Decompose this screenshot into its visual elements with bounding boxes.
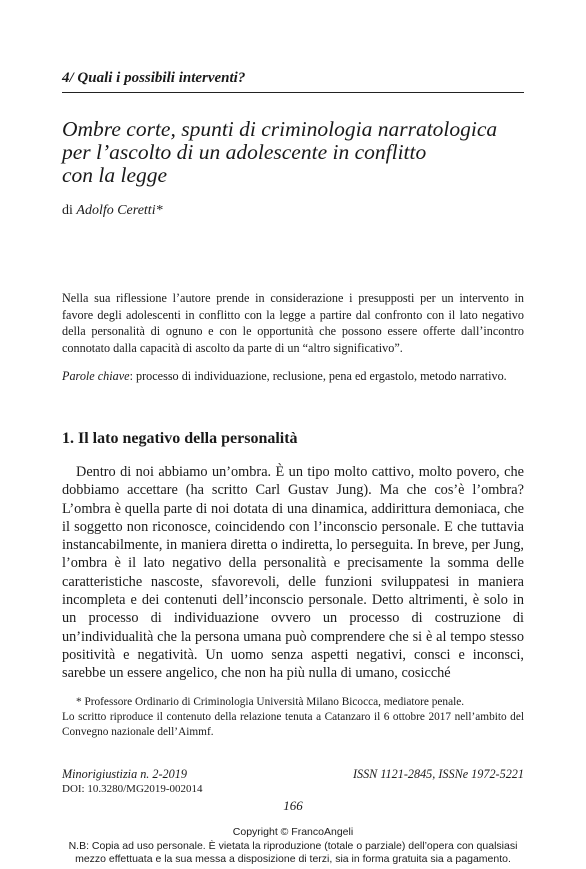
keywords-label: Parole chiave bbox=[62, 369, 130, 383]
author-name: Adolfo Ceretti* bbox=[76, 203, 163, 218]
article-title-line: con la legge bbox=[62, 163, 168, 187]
doi: DOI: 10.3280/MG2019-002014 bbox=[62, 783, 203, 795]
copyright-line: Copyright © FrancoAngeli bbox=[232, 826, 354, 838]
abstract: Nella sua riflessione l’autore prende in considerazione i presupposti per un intervento in favore degli adolescenti in conflitto con la legge a partire dal confronto con il lato negativo della personalità di ognuno e con le opportunità che possono essere offerte dall’incontro connotato dalla capacità di ascolto da parte di un “altro significativo”. bbox=[62, 291, 524, 355]
usage-notice-line: mezzo effettuata e la sua messa a disposizione di terzi, sia in forma gratuita sia a pagamento. bbox=[75, 853, 511, 865]
usage-notice bbox=[0, 840, 586, 866]
section-heading: 4/ Quali i possibili interventi? bbox=[62, 70, 246, 86]
article-title-line: per l’ascolto di un adolescente in conflitto bbox=[62, 140, 427, 164]
footnote-1: * Professore Ordinario di Criminologia Università Milano Bicocca, mediatore penale. bbox=[76, 696, 465, 708]
footnote-2: Lo scritto riproduce il contenuto della relazione tenuta a Catanzaro il 6 ottobre 2017 nell’ambito del Convegno nazionale dell’Aimmf. bbox=[62, 711, 524, 738]
keywords-text: : processo di individuazione, reclusione, pena ed ergastolo, metodo narrativo. bbox=[129, 369, 507, 383]
body-paragraph: Dentro di noi abbiamo un’ombra. È un tipo molto cattivo, molto povero, che dobbiamo accettare (ha scritto Carl Gustav Jung). Ma che cos’è l’ombra? L’ombra è quella parte di noi dotata di una dinamica, addirittura demoniaca, che il soggetto non riconosce, coincidendo con l’inconscio personale. E che tuttavia instancabilmente, in maniera diretta o indiretta, lo perseguita. In breve, per Jung, l’ombra è il lato negativo della personalità e precisamente la somma delle caratteristiche nascoste, sfavorevoli, delle funzioni sviluppatesi in maniera incompleta e dei contenuti dell’inconscio personale. Detto altrimenti, è solo in un processo di individuazione ovvero un processo di costruzione di un’individualità che la persona umana può comprendere che si è al tempo stesso positività e negatività. Un uomo senza aspetti negativi, consci e inconsci, sarebbe un essere angelico, che non ha più nulla di umano, cosicché bbox=[62, 464, 524, 682]
byline bbox=[62, 203, 163, 219]
byline-prefix: di bbox=[62, 203, 73, 218]
page-number: 166 bbox=[283, 798, 303, 813]
section-1-heading: 1. Il lato negativo della personalità bbox=[62, 430, 298, 447]
header-rule bbox=[62, 92, 524, 93]
article-title-line: Ombre corte, spunti di criminologia narratologica bbox=[62, 117, 498, 141]
usage-notice-line: N.B: Copia ad uso personale. È vietata la riproduzione (totale o parziale) dell’opera con qualsiasi bbox=[68, 840, 518, 852]
article-title bbox=[62, 118, 532, 187]
journal-info: Minorigiustizia n. 2-2019 bbox=[62, 767, 187, 781]
footnotes bbox=[62, 695, 524, 740]
issn-info: ISSN 1121-2845, ISSNe 1972-5221 bbox=[352, 767, 524, 781]
keywords bbox=[62, 368, 524, 385]
